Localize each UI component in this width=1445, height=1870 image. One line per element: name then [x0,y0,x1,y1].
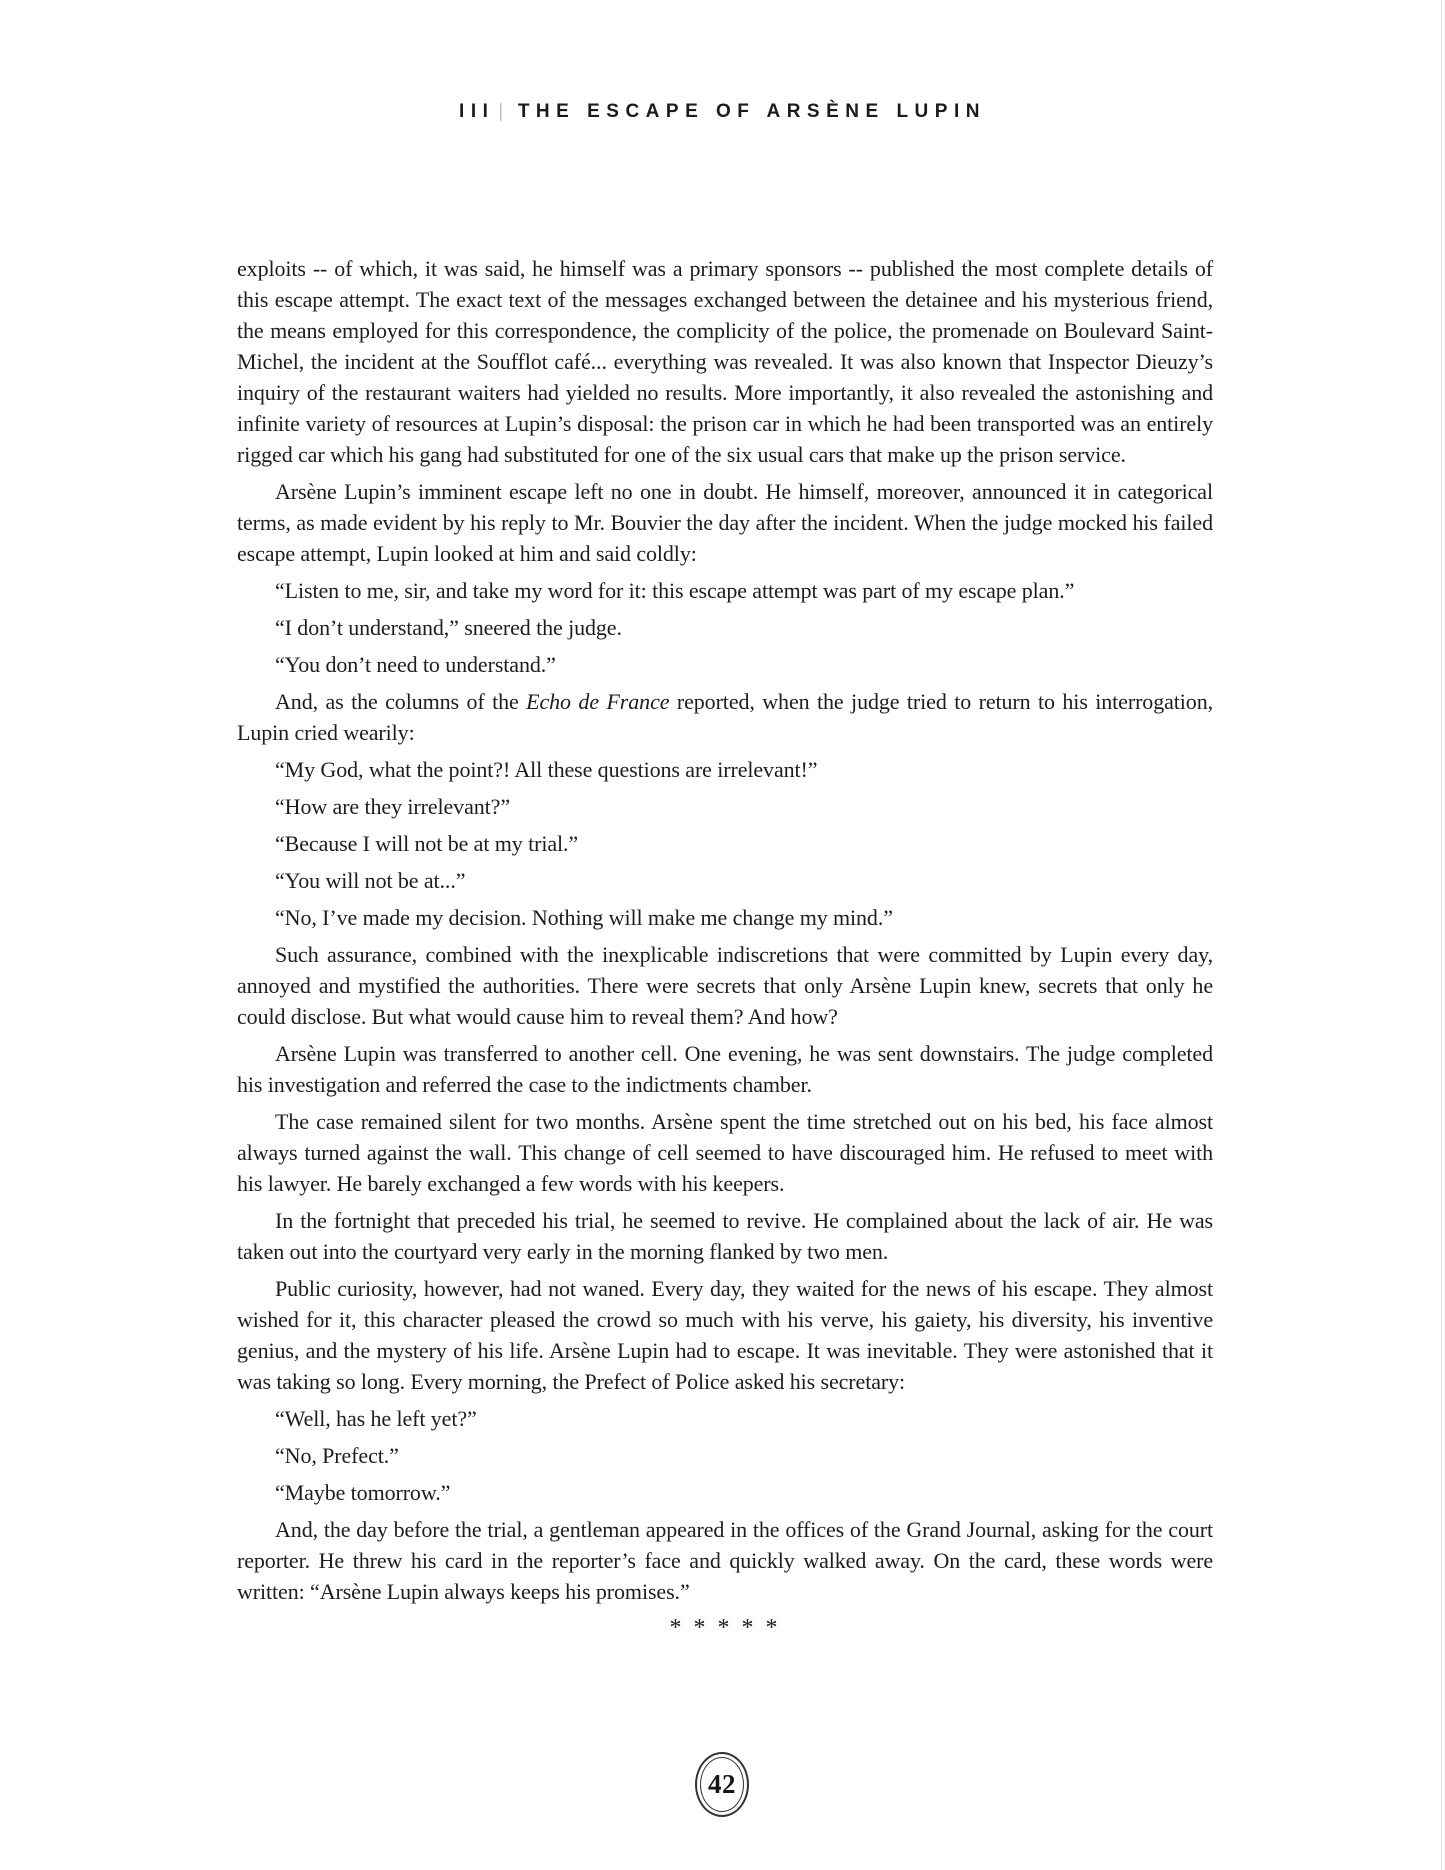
paragraph [237,939,1213,1032]
paragraph [237,649,1213,680]
paragraph [237,1273,1213,1397]
page-number: 42 [708,1769,736,1799]
paragraph [237,476,1213,569]
paragraph [237,253,1213,470]
italic-text: Echo de France [526,689,670,714]
text-run: Such assurance, combined with the inexplicable indiscretions that were committed by Lupin every day, annoyed and mystified the authorities. There were secrets that only Arsène Lupin knew, secrets that only he could disclose. But what would cause him to reveal them? And how? [237,942,1213,1029]
text-run: “My God, what the point?! All these questions are irrelevant!” [275,757,818,782]
section-break: * * * * * [669,1615,781,1641]
text-run: “You will not be at...” [275,868,466,893]
paragraph [237,754,1213,785]
text-run: “Well, has he left yet?” [275,1406,477,1431]
paragraph [237,902,1213,933]
text-run: Public curiosity, however, had not waned. Every day, they waited for the news of his escape. They almost wished for it, this character pleased the crowd so much with his verve, his gaiety, his diversity, his inventive genius, and the mystery of his life. Arsène Lupin had to escape. It was inevitable. They were astonished that it was taking so long. Every morning, the Prefect of Police asked his secretary: [237,1276,1213,1394]
text-run: “Because I will not be at my trial.” [275,831,579,856]
body-text [237,253,1213,1650]
text-run: And, the day before the trial, a gentleman appeared in the offices of the Grand Journal, asking for the court reporter. He threw his card in the reporter’s face and quickly walked away. On the card, these words were written: “Arsène Lupin always keeps his promises.” [237,1517,1213,1604]
paragraph [237,1477,1213,1508]
paragraph [237,1403,1213,1434]
paragraph [237,828,1213,859]
text-run: “No, Prefect.” [275,1443,399,1468]
text-run: Arsène Lupin’s imminent escape left no one in doubt. He himself, moreover, announced it in categorical terms, as made evident by his reply to Mr. Bouvier the day after the incident. When the judge mocked his failed escape attempt, Lupin looked at him and said coldly: [237,479,1213,566]
paragraph [237,1205,1213,1267]
chapter-header [0,101,1445,123]
chapter-number: III [459,101,495,122]
text-run: “Listen to me, sir, and take my word for it: this escape attempt was part of my escape plan.” [275,578,1075,603]
text-run: “No, I’ve made my decision. Nothing will make me change my mind.” [275,905,893,930]
text-run: “You don’t need to understand.” [275,652,556,677]
paragraph [237,791,1213,822]
text-run: “I don’t understand,” sneered the judge. [275,615,622,640]
text-run: Arsène Lupin was transferred to another cell. One evening, he was sent downstairs. The judge completed his investigation and referred the case to the indictments chamber. [237,1041,1213,1097]
page-number-badge [695,1752,749,1817]
text-run: reported, when the judge tried to return to his interrogation, Lupin cried wearily: [237,689,1213,745]
header-divider: | [498,101,510,122]
paragraph [237,612,1213,643]
text-run: And, as the columns of the [275,689,527,714]
text-run: exploits -- of which, it was said, he himself was a primary sponsors -- published the most complete details of this escape attempt. The exact text of the messages exchanged between the detainee and his mysterious friend, the means employed for this correspondence, the complicity of the police, the promenade on Boulevard Saint-Michel, the incident at the Soufflot café... everything was revealed. It was also known that Inspector Dieuzy’s inquiry of the restaurant waiters had yielded no results. More importantly, it also revealed the astonishing and infinite variety of resources at Lupin’s disposal: the prison car in which he had been transported was an entirely rigged car which his gang had substituted for one of the six usual cars that make up the prison service. [237,256,1213,467]
paragraph [237,865,1213,896]
page-edge-line [1441,0,1442,1870]
chapter-title: THE ESCAPE OF ARSÈNE LUPIN [517,101,986,122]
text-run: In the fortnight that preceded his trial, he seemed to revive. He complained about the lack of air. He was taken out into the courtyard very early in the morning flanked by two men. [237,1208,1213,1264]
page-number-inner-ring [700,1757,744,1812]
text-run: The case remained silent for two months. Arsène spent the time stretched out on his bed, his face almost always turned against the wall. This change of cell seemed to have discouraged him. He refused to meet with his lawyer. He barely exchanged a few words with his keepers. [237,1109,1213,1196]
text-run: “How are they irrelevant?” [275,794,510,819]
paragraph [237,686,1213,748]
paragraph [237,1440,1213,1471]
text-run: “Maybe tomorrow.” [275,1480,451,1505]
paragraph [237,1514,1213,1607]
paragraph [237,1106,1213,1199]
paragraph [237,575,1213,606]
paragraph [237,1038,1213,1100]
